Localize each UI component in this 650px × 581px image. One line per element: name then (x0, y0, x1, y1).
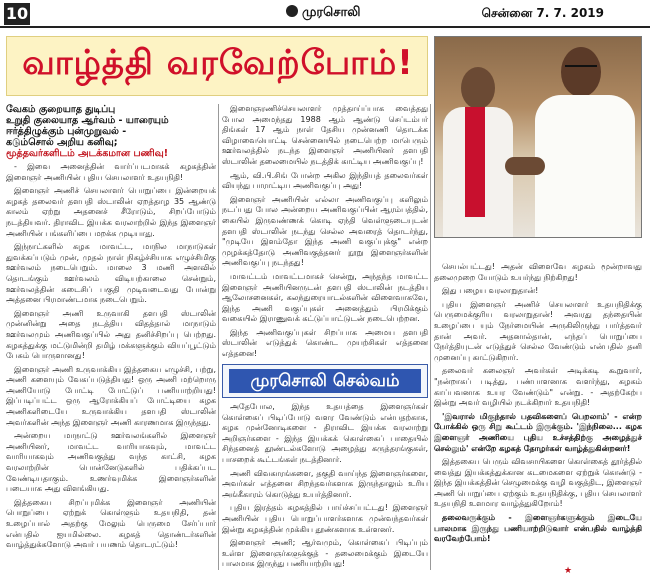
paragraph: இந்நாட்களில் கழக மாவட்ட, மாநில மாநாடுகள் துவக்கப்படும் முன், முதல் நாள் நிகழ்ச்சியாக எழுச்சிமிகு ஊர்வலம் நடைபெறும். மாலை 3 மணி அளவில் தொடங்கும் ஊர்வலம் விடியற்காலை சென்றும், ஊர்வலத்தின் கடைசிப் பகுதி முடிவடைவது போன்று அத்தனை பிரமாண்டமாக நடைபெறும். (6, 242, 216, 305)
paragraph: இளைஞர் அணி உருவாக்கிய இத்தகைய எழுச்சி, பற்று, அணி களையும் வேகப்படுத்தியது! ஒரு அணி மற்றொரு அணியோடு போட்டி போட்டுப் பணியாற்றியது! இப்படிப்பட்ட ஒரு ஆரோக்கியப் போட்டியை கழக அணிகளிடையே உருவாக்கிய தளபதி ஸ்டாலின் அவர்களின் அந்த இளைஞர் அணி காரணமாக இருந்தது. (6, 364, 216, 427)
paragraph: - இவை அனைத்தின் வார்ப்படமாகக் கழகத்தின் இளைஞர் அணியின் புதிய செயலாளர் உதயநிதி! (6, 162, 216, 182)
masthead-logo-icon (286, 5, 298, 17)
paragraph: ஆம், வி.பி.சிங் போன்ற அகில இந்தியத் தலைவர்கள் வியந்து பாராட்டிய அணிவகுப்பு அது! (222, 170, 428, 191)
page-number: 10 (5, 4, 29, 23)
masthead-title: முரசொலி (302, 5, 361, 20)
paragraph: அதேபோல, இந்த உதயத்தை இளைஞர்கள் கொள்கைப் பிடிப்போடு வளர வேண்டும் என்பதற்காக, கழக முன்னோடிகளை - திராவிட இயக்க வரலாற்று அறிஞர்களை - இந்த இயக்கக் கொள்கைப் பாதையில் சிந்தனைத் தூண்டல்களோடு அழைத்து கருத்தரங்குகள், பாசறைக் கூட்டங்கள் நடத்தினார். (222, 402, 428, 464)
paragraph: இளைஞர் அணி உருவாகி தளபதி ஸ்டாலின் முன்னின்று அதை நடத்திய விதத்தால் மாநாடும் ஊர்வலமும் அணிவகுப்பில் அது தனிச்சிறப்பு பெற்றது. கழகத்துக்கு மட்டுமின்றி தமிழ் மக்களுக்கும் வியப்பூட்டும் பேசும் பொருளானது! (6, 308, 216, 361)
paragraph: இளைஞரணிச்செயலாளர் முத்தாய்ப்பாக வைத்தது போல அமைந்தது 1988 ஆம் ஆண்டு செப்டம்பர் திங்கள் 17 ஆம் நாள் தேசிய முன்னணி தொடக்க விழாவையொட்டி சென்னையில் நடைபெற்ற மாபெரும் ஊர்வலத்தில் நடந்த இளைஞர் அணியினர் தளபதி ஸ்டாலின் தலைமையில் நடத்திக் காட்டிய அணிவகுப்பு! (222, 104, 428, 166)
paragraph: இளைஞர் அணியின் எல்லா அணிவகுப்பு களிலும் நடப்பது போல அன்றைய அணிவகுப்பின் ஆரம்பத்தில், கையில் இருவண்ணக் கொடி ஏந்தி வெள்ளுடையுடன் தளபதி ஸ்டாலின் நடந்து செல்ல அவரைத் தொடர்ந்து, "முடியே இளம்தோ இந்த அணி வகுப்புக்கு" என்ற முழக்கத்தோடு அணிவகுத்தனர் நூறு இளைஞர்களின் அணிவகுப்பு நடந்தது! (222, 194, 428, 268)
masthead (286, 5, 361, 21)
person-glasses (565, 65, 597, 71)
paragraph: மாவட்டம் மாவட்டமாகச் சென்று, அந்தந்த மாவட்ட இளைஞர் அணியினருடன் தளபதி ஸ்டாலின் நடத்திய ஆலோசனைகள், கலந்துரையாடல்களின் விளைவாகவே, இந்த அணி வகுப்புகள் அனைத்தும் பிரமிக்கும் வகையில் இராணுவக் கட்டுப்பாட்டுடன் நடைபெற்றன. (222, 271, 428, 324)
article-column-3 (434, 262, 642, 562)
end-star-icon: ★ (564, 566, 573, 576)
column-divider (430, 104, 431, 570)
person-head (561, 47, 601, 97)
headline-banner (6, 36, 428, 96)
paragraph-bold: தலைவருக்கும் - இளைஞர்களுக்கும் இடையே பாலமாக இருந்து பணியாற்றிடுவார் என்பதில் வாழ்த்தி வரவேற்போம்! (434, 513, 642, 544)
article-column-1 (6, 162, 216, 570)
handshake (505, 157, 545, 175)
photo-person-left (443, 67, 513, 238)
person-body (535, 95, 635, 238)
paragraph: அன்றைய மாநாட்டு ஊர்வலங்களில் இளைஞர் அணியினர், மாவட்ட வாரியாகவும், மாவட்ட வாரியாகவும் அணிவகுத்து வந்த காட்சி, கழக வரலாற்றின் பொன்னேடுகளில் பதிக்கப்பட வேண்டியதாகும். உணர்வுமிக்க இளைஞர்களின் படையாக அது விளங்கியது. (6, 431, 216, 494)
kicker-last-line: மூத்தவர்களிடம் அடக்கமான பணிவு! (6, 148, 169, 159)
article-column-2 (222, 104, 428, 362)
column-divider (218, 104, 219, 570)
kicker-line: கடும்சொல் அறிய கனிவு; (6, 137, 118, 148)
kicker (6, 104, 216, 160)
headline: வாழ்த்தி வரவேற்போம்! (22, 43, 414, 83)
page-header (0, 0, 650, 28)
news-photo (434, 36, 642, 238)
paragraph-bold: 'இவரால் மிகுந்தால் பதவிகளைப் பெறலாம்' - என்ற போக்கில் ஒரு சிறு கூட்டம் இருக்கும். 'இந்நிலை... கழக இளைஞர் அணியை புதிய உச்சத்திற்கு அழைத்துச் செல்லும்' என்றே கழகத் தோழர்கள் வாழ்த்துகின்றனர்! (434, 411, 642, 453)
paragraph: அணி விவகாரங்களை, தகுதி வாய்ந்த இளைஞர்களை, அவர்கள் எத்தனை சிறந்தவர்களாக இருந்தாலும் உரிய அங்கீகாரம் கொடுத்து உயர்த்தினார். (222, 468, 428, 499)
paragraph: புதிய இரத்தம் கழகத்தில் பாய்ச்சப்பட்டது! இளைஞர் அணியின் புதிய பொறுப்பாளர்களாக முன்வந்தவர்கள் இன்று கழகத்தின் முக்கிய தூண்களாக உள்ளனர். (222, 503, 428, 534)
paragraph: இளைஞர் அணி; ஆர்வமும், கொள்கைப் பிடிப்பும் உள்ள இளைஞர்களுக்குத் - தலைமைக்கும் இடையே பாலமாக இருந்து பணியாற்றியது! (222, 538, 428, 569)
paragraph: தலைவர் கலைஞர் அவர்கள் அடிக்கடி கூறுவார், "நன்றாகப் படித்து, பண்பாளனாக வளர்ந்து, கழகம் காப்பவனாக உயர வேண்டும்" என்று. - அதற்கேற்ப இன்று அவர் வழியில் நடக்கிறார் உதயநிதி! (434, 366, 642, 408)
article-column-2b (222, 402, 428, 572)
photo-person-right (535, 47, 635, 238)
paragraph: புதிய இளைஞர் அணிச் செயலாளர் உதயநிதிக்கு பெருமைக்குரிய வரலாறுதான்! அவரது தந்தையின் உழைப்பை யும் நேர்மையின் அருகிலிருந்து பார்த்தவர் தான் அவர். அதனால்தான், எந்தப் பொறுப்பை நேர்த்தியுடன் எடுத்துச் செல்ல வேண்டும் என்பதில் தனி முனைப்பு காட்டுகிறார். (434, 299, 642, 362)
kicker-line: வேகம் குறையாத துடிப்பு (6, 104, 116, 115)
byline-label: முரசொலி செல்வம் (229, 369, 421, 393)
paragraph: இந்த அணிவகுப்புகள் சிறப்பாக அமைய தளபதி ஸ்டாலின் எடுத்துக் கொண்ட முயற்சிகள் எத்தனை எத்தனை! (222, 327, 428, 359)
paragraph: இது பழைய வரலாறுதான்! (442, 286, 539, 296)
paragraph: இத்தகைய சிறப்புமிக்க இளைஞர் அணியின் பொறுப்பை ஏற்றுக் கொள்ளும் உதயநிதி, தன் உழைப்பால் அதற்கு மேலும் பெருமை சேர்ப்பார் என்பதில் ஐயமில்லை. கழகத் தொண்டர்களின் வாழ்த்துக்களோடு அவர் பயணம் தொடரட்டும்! (6, 497, 216, 550)
kicker-line: ஈர்த்திழுக்கும் புன்முறுவல் - (6, 126, 127, 137)
paragraph: இளைஞர் அணிச் செயலாளர் பொறுப்பை இன்றையக் கழகத் தலைவர் தளபதி ஸ்டாலின் ஏறத்தாழ 35 ஆண்டு காலம் ஏற்று அதனைச் சீரோடும், சிறப்போடும் நடத்தியவர். திராவிட இயக்க வரலாற்றில் இந்த இளைஞர் அணியின் பங்களிப்பை மறக்க முடியாது. (6, 186, 216, 238)
byline-box (222, 364, 428, 398)
paragraph: செயல்பட்டது! அதன் விளைவே கழகம் மூன்றாவது தலைமுறை யோடும் உயர்ந்து நிற்கிறது! (434, 262, 642, 282)
person-shawl (465, 107, 485, 217)
paragraph: இத்தகைய பெரும் விவசாயிகளை கொள்கைத் தூர்த்தில் வைத்து இயக்கத்துக்கான கடமைகளை ஏற்றுக் கொண்டு - இந்த இயக்கத்தின் செழுமைக்கு வழி வகுத்திட, இளைஞர் அணி பொறுப்பை ஏற்கும் உதயநிதிக்கு, புதிய செயலாளர் உதயநிதி உளமார வாழ்த்துகிறோம்! (434, 457, 642, 509)
kicker-line: உறுதி குலையாத ஆர்வம் - யாரையும் (6, 115, 169, 126)
person-head (461, 67, 495, 109)
issue-date: சென்னை 7. 7. 2019 (481, 6, 604, 20)
